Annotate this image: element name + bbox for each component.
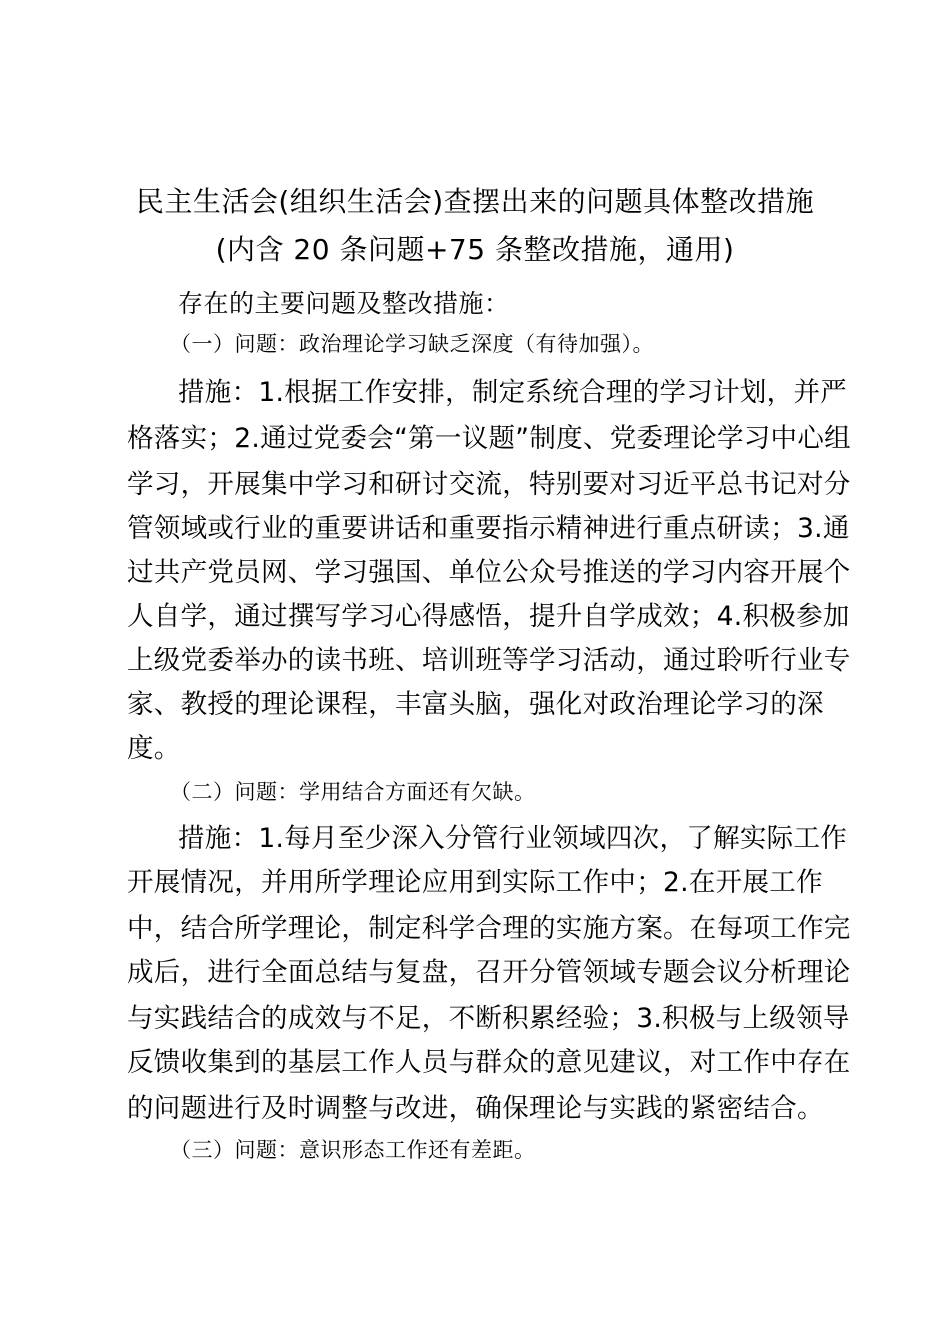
section-1-line: 措施：1.根据工作安排，制定系统合理的学习计划，并严 bbox=[178, 377, 848, 408]
section-1-line: 人自学，通过撰写学习心得感悟，提升自学成效；4.积极参加 bbox=[127, 601, 850, 632]
section-1-line: 管领域或行业的重要讲话和重要指示精神进行重点研读；3.通 bbox=[127, 513, 850, 544]
section-1-line: 学习，开展集中学习和研讨交流，特别要对习近平总书记对分 bbox=[127, 469, 851, 500]
intro-text: 存在的主要问题及整改措施： bbox=[178, 289, 510, 318]
section-2-line: 开展情况，并用所学理论应用到实际工作中；2.在开展工作 bbox=[127, 867, 823, 898]
section-1-heading: （一）问题：政治理论学习缺乏深度（有待加强）。 bbox=[170, 332, 654, 356]
section-2-line: 成后，进行全面总结与复盘，召开分管领域专题会议分析理论 bbox=[127, 957, 851, 988]
section-1-line: 过共产党员网、学习强国、单位公众号推送的学习内容开展个 bbox=[127, 557, 851, 588]
section-3-heading: （三）问题：意识形态工作还有差距。 bbox=[170, 1138, 536, 1162]
section-2-line: 中，结合所学理论，制定科学合理的实施方案。在每项工作完 bbox=[127, 913, 851, 944]
section-2-heading: （二）问题：学用结合方面还有欠缺。 bbox=[170, 780, 536, 804]
section-2-line: 反馈收集到的基层工作人员与群众的意见建议，对工作中存在 bbox=[127, 1047, 851, 1078]
section-1-line: 家、教授的理论课程，丰富头脑，强化对政治理论学习的深 bbox=[127, 689, 824, 720]
document-title-line2: (内含 20 条问题+75 条整改措施，通用) bbox=[215, 233, 735, 266]
section-1-line: 上级党委举办的读书班、培训班等学习活动，通过聆听行业专 bbox=[127, 645, 851, 676]
section-1-line: 格落实；2.通过党委会“第一议题”制度、党委理论学习中心组 bbox=[127, 423, 851, 454]
section-2-line: 的问题进行及时调整与改进，确保理论与实践的紧密结合。 bbox=[127, 1093, 824, 1124]
section-1-line: 度。 bbox=[127, 733, 181, 764]
section-2-line: 与实践结合的成效与不足，不断积累经验；3.积极与上级领导 bbox=[127, 1003, 850, 1034]
document-title-line1: 民主生活会(组织生活会)查摆出来的问题具体整改措施 bbox=[135, 185, 815, 218]
section-2-line: 措施：1.每月至少深入分管行业领域四次，了解实际工作 bbox=[178, 823, 848, 854]
